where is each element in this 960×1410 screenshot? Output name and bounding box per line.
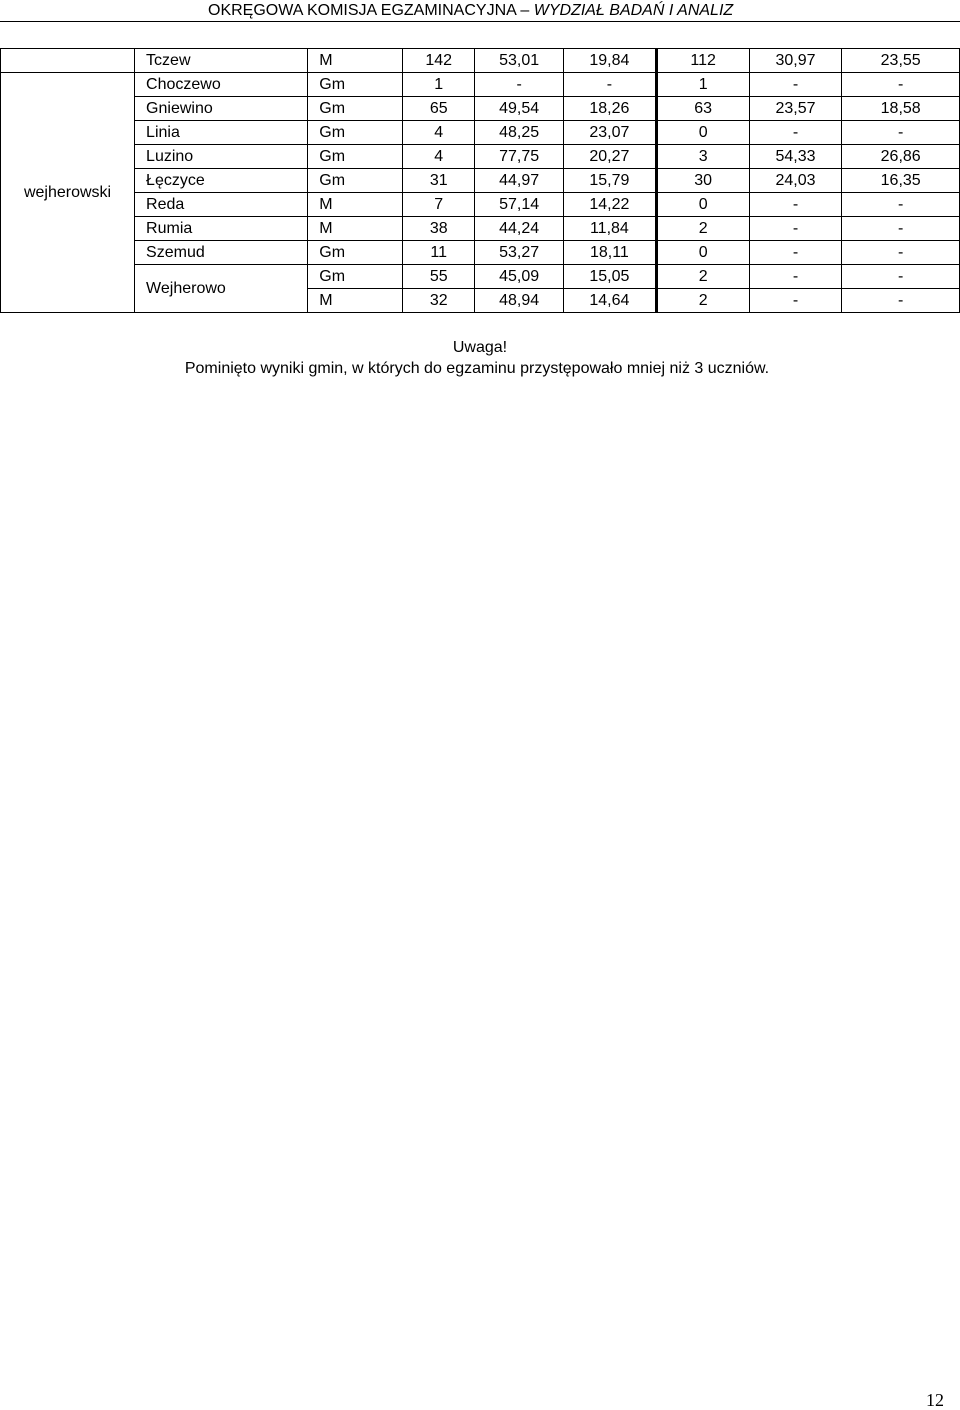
cell-gmina: Linia — [135, 121, 308, 145]
cell-typ: M — [308, 217, 403, 241]
cell-d1: - — [563, 73, 656, 97]
table-row — [1, 241, 960, 265]
cell-s1: - — [475, 73, 564, 97]
cell-n1: 65 — [403, 97, 475, 121]
cell-d2: 23,55 — [842, 49, 960, 73]
cell-d2: 18,58 — [842, 97, 960, 121]
cell-d2: - — [842, 241, 960, 265]
empty-cell — [1, 49, 135, 73]
cell-typ: Gm — [308, 169, 403, 193]
cell-n2: 2 — [656, 265, 749, 289]
cell-s2: 23,57 — [749, 97, 842, 121]
cell-d1: 23,07 — [563, 121, 656, 145]
cell-typ: Gm — [308, 145, 403, 169]
cell-n1: 31 — [403, 169, 475, 193]
cell-n1: 11 — [403, 241, 475, 265]
cell-d2: 16,35 — [842, 169, 960, 193]
cell-d2: - — [842, 265, 960, 289]
cell-n1: 4 — [403, 121, 475, 145]
cell-typ: M — [308, 289, 403, 313]
table-row — [1, 73, 960, 97]
cell-d1: 15,79 — [563, 169, 656, 193]
cell-s2: - — [749, 241, 842, 265]
cell-typ: Gm — [308, 241, 403, 265]
header-dept: WYDZIAŁ BADAŃ I ANALIZ — [533, 2, 734, 19]
cell-gmina: Gniewino — [135, 97, 308, 121]
cell-s1: 44,97 — [475, 169, 564, 193]
table-row — [1, 193, 960, 217]
cell-s1: 77,75 — [475, 145, 564, 169]
cell-s2: - — [749, 289, 842, 313]
cell-s2: - — [749, 193, 842, 217]
cell-typ: Gm — [308, 73, 403, 97]
cell-n2: 112 — [656, 49, 749, 73]
header-title — [208, 2, 733, 20]
cell-gmina: Rumia — [135, 217, 308, 241]
cell-gmina: Choczewo — [135, 73, 308, 97]
note-title: Uwaga! — [452, 339, 508, 356]
cell-gmina: Wejherowo — [135, 265, 308, 313]
cell-n1: 4 — [403, 145, 475, 169]
table-row — [1, 265, 960, 289]
cell-n1: 142 — [403, 49, 475, 73]
cell-s1: 53,01 — [475, 49, 564, 73]
cell-n2: 1 — [656, 73, 749, 97]
results-table — [0, 48, 960, 313]
cell-s2: 54,33 — [749, 145, 842, 169]
cell-s1: 53,27 — [475, 241, 564, 265]
cell-powiat: wejherowski — [1, 73, 135, 313]
cell-n1: 7 — [403, 193, 475, 217]
cell-typ: Gm — [308, 97, 403, 121]
cell-n2: 30 — [656, 169, 749, 193]
table-row — [1, 121, 960, 145]
cell-gmina: Szemud — [135, 241, 308, 265]
header-divider — [0, 21, 960, 22]
cell-s2: - — [749, 121, 842, 145]
cell-d1: 11,84 — [563, 217, 656, 241]
note-body: Pominięto wyniki gmin, w których do egzaminu przystępowało mniej niż 3 uczniów. — [184, 360, 770, 377]
cell-n2: 2 — [656, 289, 749, 313]
cell-n2: 0 — [656, 193, 749, 217]
table-row — [1, 169, 960, 193]
cell-n2: 63 — [656, 97, 749, 121]
cell-d2: - — [842, 289, 960, 313]
cell-s2: - — [749, 217, 842, 241]
header-separator: – — [520, 2, 530, 19]
cell-s1: 48,25 — [475, 121, 564, 145]
cell-s1: 44,24 — [475, 217, 564, 241]
cell-d2: - — [842, 121, 960, 145]
cell-gmina: Reda — [135, 193, 308, 217]
cell-n2: 2 — [656, 217, 749, 241]
cell-d2: 26,86 — [842, 145, 960, 169]
table-row — [1, 145, 960, 169]
cell-n2: 0 — [656, 241, 749, 265]
cell-s1: 48,94 — [475, 289, 564, 313]
cell-n2: 0 — [656, 121, 749, 145]
cell-typ: M — [308, 193, 403, 217]
cell-d2: - — [842, 73, 960, 97]
cell-gmina: Tczew — [135, 49, 308, 73]
cell-typ: M — [308, 49, 403, 73]
cell-s1: 57,14 — [475, 193, 564, 217]
table-row — [1, 217, 960, 241]
page-header — [0, 0, 960, 22]
cell-s2: - — [749, 265, 842, 289]
page-number: 12 — [926, 1390, 944, 1410]
cell-d1: 14,64 — [563, 289, 656, 313]
cell-n1: 55 — [403, 265, 475, 289]
cell-typ: Gm — [308, 265, 403, 289]
table-row — [1, 49, 960, 73]
cell-d1: 14,22 — [563, 193, 656, 217]
table-row — [1, 97, 960, 121]
cell-s1: 49,54 — [475, 97, 564, 121]
cell-gmina: Łęczyce — [135, 169, 308, 193]
cell-d1: 18,11 — [563, 241, 656, 265]
cell-d2: - — [842, 217, 960, 241]
cell-d1: 18,26 — [563, 97, 656, 121]
cell-s2: 24,03 — [749, 169, 842, 193]
cell-d1: 15,05 — [563, 265, 656, 289]
cell-n1: 32 — [403, 289, 475, 313]
cell-s2: 30,97 — [749, 49, 842, 73]
cell-n2: 3 — [656, 145, 749, 169]
cell-n1: 1 — [403, 73, 475, 97]
cell-s1: 45,09 — [475, 265, 564, 289]
cell-n1: 38 — [403, 217, 475, 241]
cell-typ: Gm — [308, 121, 403, 145]
header-org: OKRĘGOWA KOMISJA EGZAMINACYJNA — [208, 2, 516, 19]
cell-s2: - — [749, 73, 842, 97]
cell-d1: 19,84 — [563, 49, 656, 73]
cell-gmina: Luzino — [135, 145, 308, 169]
cell-d1: 20,27 — [563, 145, 656, 169]
cell-d2: - — [842, 193, 960, 217]
